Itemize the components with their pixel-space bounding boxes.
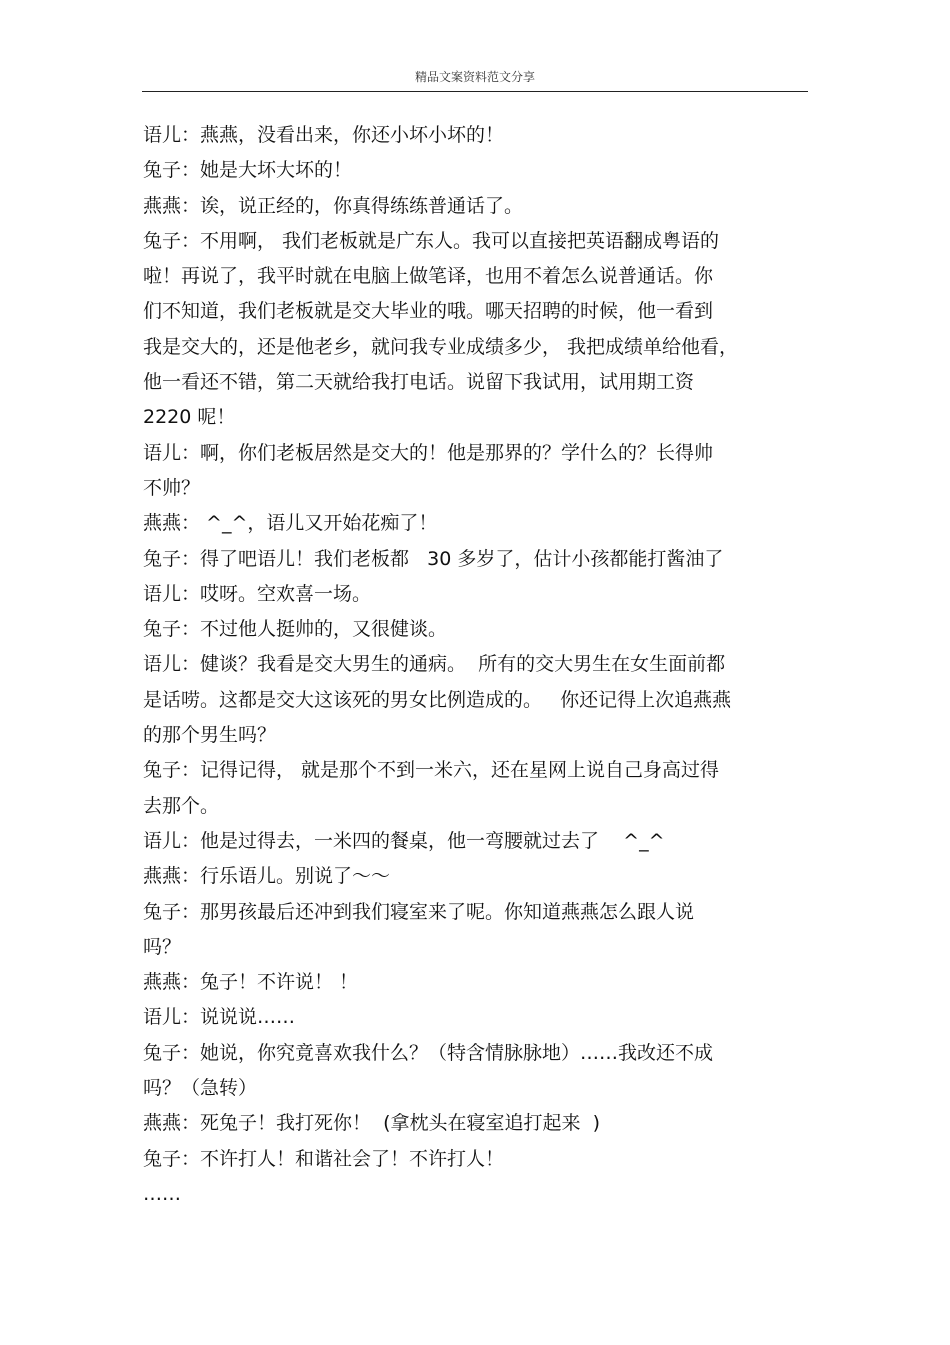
text-line: 燕燕：死兔子！我打死你！ (拿枕头在寝室追打起来 ) bbox=[143, 1112, 600, 1135]
document-body bbox=[143, 118, 803, 1212]
text-line: 语儿：啊，你们老板居然是交大的！他是那界的？学什么的？长得帅 bbox=[143, 441, 714, 464]
text-line: 兔子：她说，你究竟喜欢我什么？（特含情脉脉地）……我改还不成 bbox=[143, 1041, 714, 1064]
text-line: 燕燕： ^_^，语儿又开始花痴了！ bbox=[143, 512, 438, 535]
text-line: 的那个男生吗？ bbox=[143, 724, 277, 747]
text-line: 语儿：说说说…… bbox=[143, 1006, 296, 1029]
page-header: 精品文案资料范文分享 bbox=[414, 70, 535, 84]
text-line: 兔子：她是大坏大坏的！ bbox=[143, 159, 353, 182]
text-line: 啦！再说了，我平时就在电脑上做笔译，也用不着怎么说普通话。你 bbox=[143, 265, 714, 288]
text-line: 燕燕：诶，说正经的，你真得练练普通话了。 bbox=[143, 194, 524, 217]
text-line: 吗？ bbox=[143, 935, 182, 958]
text-line: 燕燕：兔子！不许说！ ！ bbox=[143, 971, 359, 994]
text-line: 是话唠。这都是交大这该死的男女比例造成的。 你还记得上次追燕燕 bbox=[143, 688, 732, 711]
text-line: 去那个。 bbox=[143, 794, 220, 817]
text-line: 兔子：不用啊， 我们老板就是广东人。我可以直接把英语翻成粤语的 bbox=[143, 229, 720, 252]
text-line: 兔子：记得记得， 就是那个不到一米六，还在星网上说自己身高过得 bbox=[143, 759, 720, 782]
text-line: 燕燕：行乐语儿。别说了～～ bbox=[143, 865, 391, 888]
text-line: 语儿：健谈？我看是交大男生的通病。 所有的交大男生在女生面前都 bbox=[143, 653, 726, 676]
text-line: 语儿：哎呀。空欢喜一场。 bbox=[143, 582, 372, 605]
text-line: 吗？（急转） bbox=[143, 1077, 258, 1100]
text-line: …… bbox=[143, 1182, 181, 1205]
text-line: 兔子：不许打人！和谐社会了！不许打人！ bbox=[143, 1147, 505, 1170]
text-line: 兔子：得了吧语儿！我们老板都 30 多岁了，估计小孩都能打酱油了 bbox=[143, 547, 724, 570]
text-line: 他一看还不错，第二天就给我打电话。说留下我试用，试用期工资 bbox=[143, 371, 695, 394]
text-line: 兔子：不过他人挺帅的，又很健谈。 bbox=[143, 618, 448, 641]
header-divider bbox=[142, 91, 808, 92]
text-line: 我是交大的，还是他老乡，就问我专业成绩多少， 我把成绩单给他看， bbox=[143, 335, 739, 358]
text-line: 2220 呢！ bbox=[143, 406, 236, 429]
text-line: 兔子：那男孩最后还冲到我们寝室来了呢。你知道燕燕怎么跟人说 bbox=[143, 900, 695, 923]
text-line: 不帅？ bbox=[143, 476, 201, 499]
text-line: 语儿：燕燕，没看出来，你还小坏小坏的！ bbox=[143, 124, 505, 146]
text-line: 语儿：他是过得去，一米四的餐桌，他一弯腰就过去了 ^_^ bbox=[143, 829, 665, 852]
text-line: 们不知道，我们老板就是交大毕业的哦。哪天招聘的时候，他一看到 bbox=[143, 300, 714, 323]
